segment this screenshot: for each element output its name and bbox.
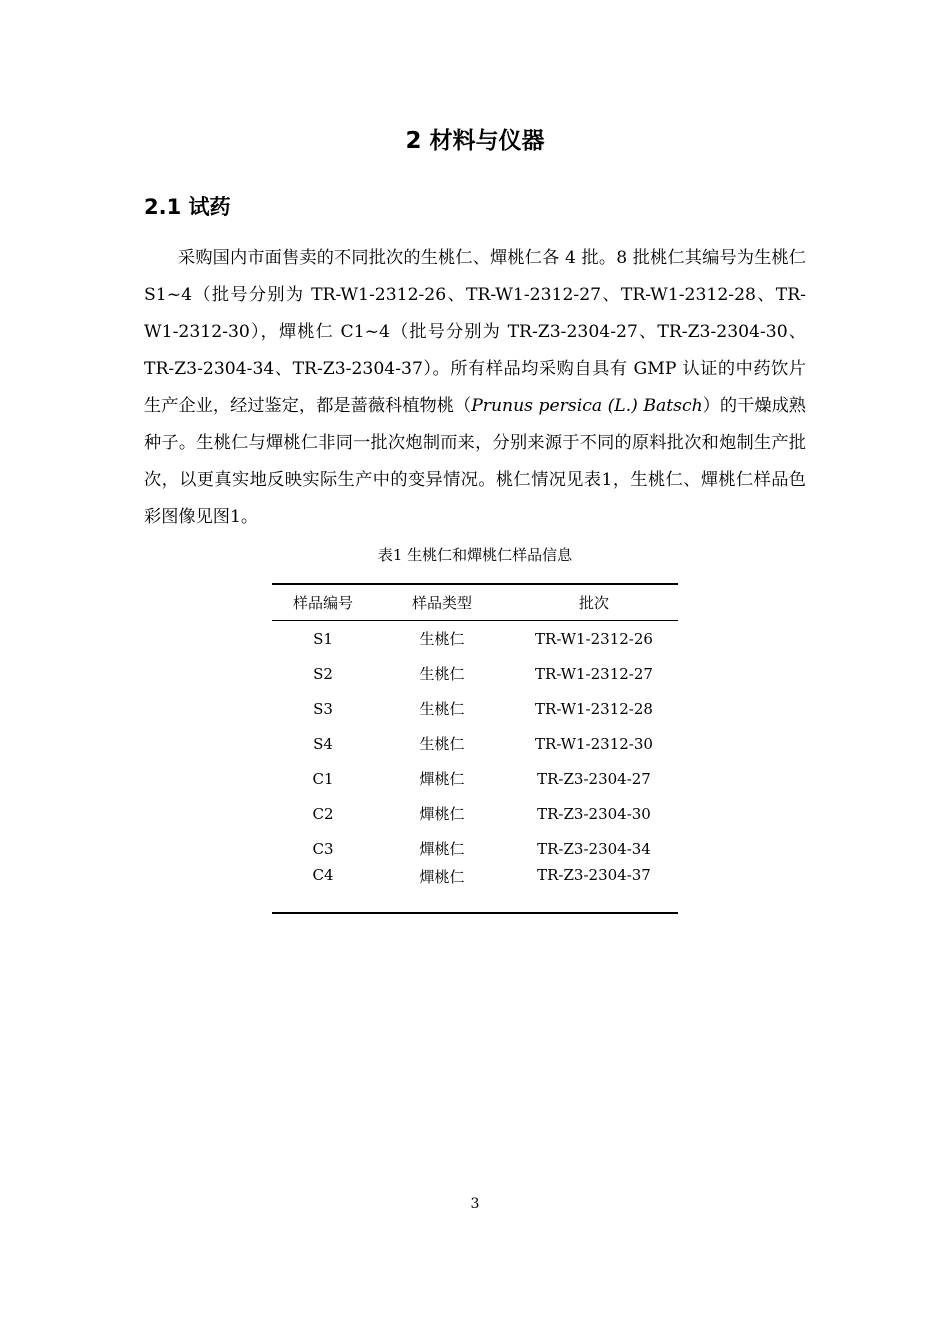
table-row <box>272 866 678 913</box>
paragraph-text-part1: 采购国内市面售卖的不同批次的生桃仁、燀桃仁各 4 批。8 批桃仁其编号为生桃仁 S1~4（批号分别为 TR-W1-2312-26、TR-W1-2312-27、TR-W1-2312-28、TR-W1-2312-30），燀桃仁 C1~4（批号分别为 TR-Z3-2304-27、TR-Z3-2304-30、TR-Z3-2304-34、TR-Z3-2304-37）。所有样品均采购自具有 GMP 认证的中药饮片生产企业，经过鉴定，都是蔷薇科植物桃（ <box>144 248 806 416</box>
cell-sample-type: 燀桃仁 <box>419 868 465 886</box>
table-row <box>272 761 678 796</box>
table-row <box>272 656 678 691</box>
cell-sample-type: 燀桃仁 <box>419 840 465 858</box>
cell-sample-id: C2 <box>312 804 334 823</box>
page-number: 3 <box>470 1196 480 1212</box>
cell-batch: TR-W1-2312-27 <box>535 664 653 683</box>
cell-sample-type: 生桃仁 <box>419 735 465 753</box>
cell-sample-type: 燀桃仁 <box>419 805 465 823</box>
header-sample-id: 样品编号 <box>272 584 374 621</box>
cell-batch: TR-W1-2312-30 <box>535 734 653 753</box>
cell-sample-type: 燀桃仁 <box>419 770 465 788</box>
table-row <box>272 691 678 726</box>
cell-sample-id: C3 <box>312 839 334 858</box>
cell-sample-type: 生桃仁 <box>419 665 465 683</box>
cell-sample-id: C1 <box>312 769 334 788</box>
cell-batch: TR-Z3-2304-34 <box>537 839 651 858</box>
cell-batch: TR-W1-2312-28 <box>535 699 653 718</box>
body-paragraph <box>144 240 806 536</box>
section-title: 2.1 试药 <box>144 195 231 219</box>
cell-sample-type: 生桃仁 <box>419 630 465 648</box>
sample-info-table <box>272 583 678 914</box>
table-row <box>272 621 678 657</box>
chapter-title: 2 材料与仪器 <box>405 128 545 154</box>
cell-sample-id: S3 <box>313 699 333 718</box>
cell-batch: TR-W1-2312-26 <box>535 629 653 648</box>
header-sample-type: 样品类型 <box>374 584 510 621</box>
latin-species-name: Prunus persica (L.) Batsch <box>471 396 703 416</box>
cell-batch: TR-Z3-2304-30 <box>537 804 651 823</box>
cell-sample-id: S1 <box>313 629 333 648</box>
table-row <box>272 831 678 866</box>
table-row <box>272 726 678 761</box>
header-batch: 批次 <box>510 584 678 621</box>
table-row <box>272 796 678 831</box>
cell-sample-type: 生桃仁 <box>419 700 465 718</box>
table-header-row <box>272 584 678 621</box>
cell-batch: TR-Z3-2304-37 <box>537 866 651 884</box>
table-caption: 表1 生桃仁和燀桃仁样品信息 <box>377 546 573 564</box>
cell-sample-id: C4 <box>312 866 334 884</box>
cell-sample-id: S4 <box>313 734 333 753</box>
paragraph-text-part2: ）的干燥成熟种子。生桃仁与燀桃仁非同一批次炮制而来，分别来源于不同的原料批次和炮制生产批次，以更真实地反映实际生产中的变异情况。桃仁情况见表1，生桃仁、燀桃仁样品色彩图像见图1。 <box>144 396 806 527</box>
cell-sample-id: S2 <box>313 664 333 683</box>
cell-batch: TR-Z3-2304-27 <box>537 769 651 788</box>
